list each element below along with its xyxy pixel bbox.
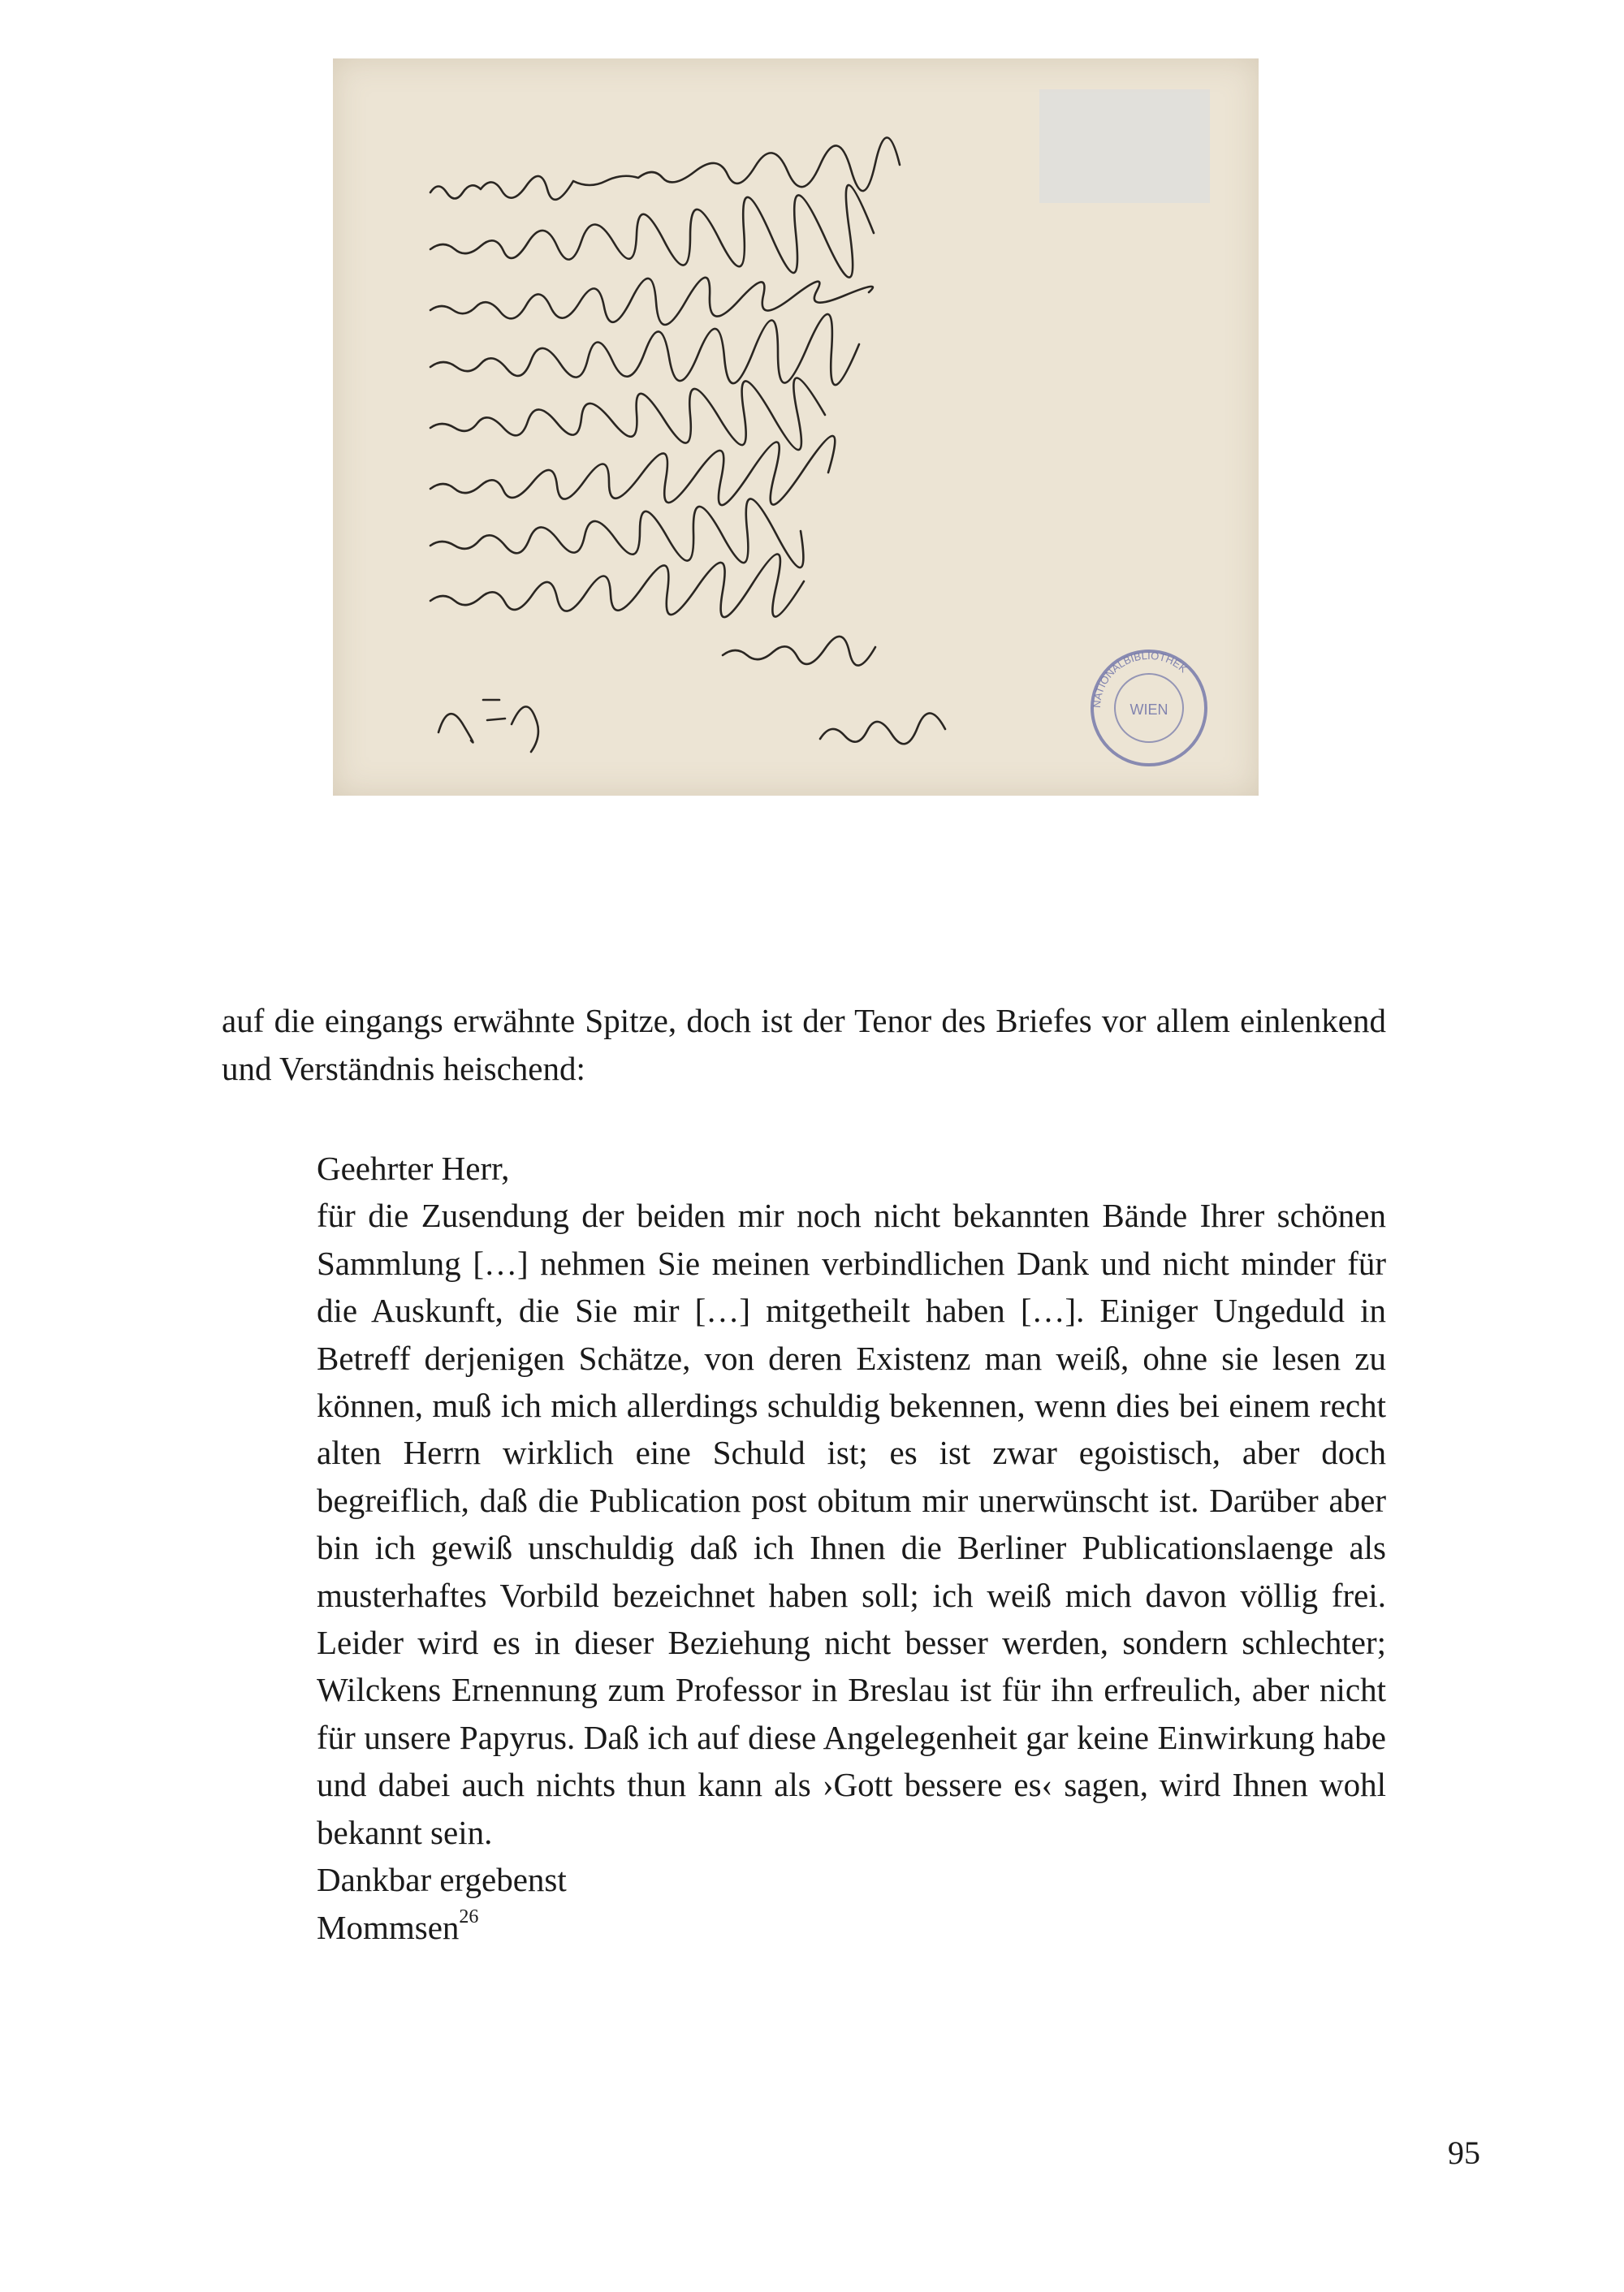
handwriting bbox=[430, 137, 945, 752]
letter-signature-line bbox=[317, 1904, 1386, 1951]
quoted-letter bbox=[317, 1145, 1386, 1951]
letter-closing: Dankbar ergebenst bbox=[317, 1861, 567, 1899]
library-stamp bbox=[1091, 650, 1206, 765]
intro-paragraph: auf die eingangs erwähnte Spitze, doch ist der Tenor des Briefes vor allem einlenkend und Verständnis heischend: bbox=[222, 1002, 1386, 1087]
handwritten-letter-drawing bbox=[333, 58, 1259, 796]
footnote-reference[interactable]: 26 bbox=[459, 1906, 479, 1927]
handwritten-letter-image bbox=[333, 58, 1259, 796]
letter-body: für die Zusendung der beiden mir noch nicht bekannten Bände Ihrer schönen Sammlung […] nehmen Sie meinen verbindlichen Dank und nicht minder für die Auskunft, die Sie mir […] mitgetheilt haben […]. Einiger Ungeduld in Betreff derjenigen Schätze, von deren Existenz man weiß, ohne sie lesen zu können, muß ich mich allerdings schuldig bekennen, wenn dies bei einem recht alten Herrn wirklich eine Schuld ist; es ist zwar egoistisch, aber doch begreiflich, daß die Publication post obitum mir unerwünscht ist. Darüber aber bin ich gewiß unschuldig daß ich Ihnen die Berliner Publicationslaenge als musterhaftes Vorbild bezeichnet haben soll; ich weiß mich davon völlig frei. Leider wird es in dieser Beziehung nicht besser werden, sondern schlechter; Wilckens Ernennung zum Professor in Breslau ist für ihn erfreulich, aber nicht für unsere Papyrus. Daß ich auf diese Angelegenheit gar keine Einwirkung habe und dabei auch nichts thun kann als ›Gott bessere es‹ sagen, wird Ihnen wohl bekannt sein. bbox=[317, 1197, 1386, 1851]
page-number: 95 bbox=[1448, 2134, 1480, 2171]
letter-signature: Mommsen bbox=[317, 1908, 460, 1946]
svg-text:NATIONALBIBLIOTHEK: NATIONALBIBLIOTHEK bbox=[1090, 649, 1190, 709]
letter-salutation: Geehrter Herr, bbox=[317, 1150, 510, 1187]
svg-text:WIEN: WIEN bbox=[1129, 701, 1168, 718]
archive-label bbox=[1039, 89, 1210, 203]
